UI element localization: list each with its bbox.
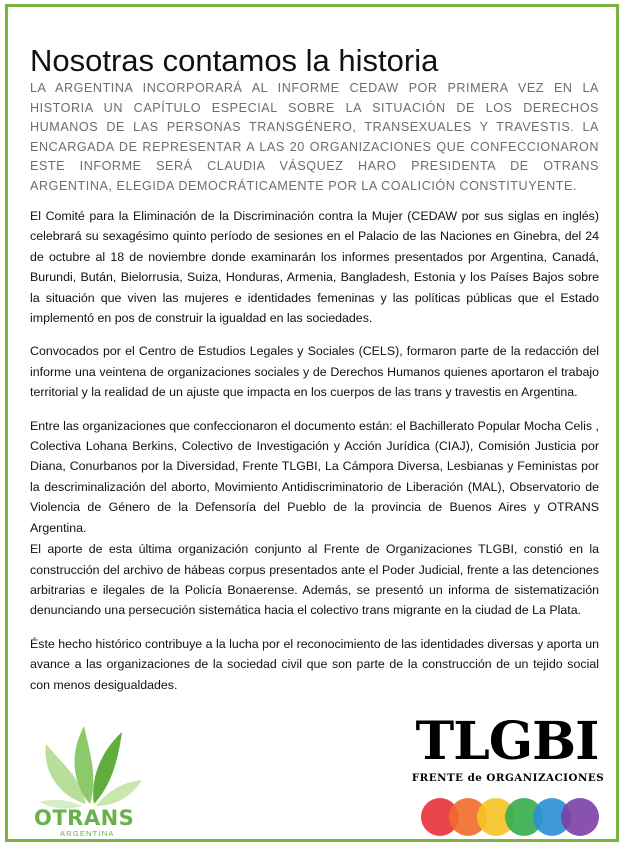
otrans-logo-subtitle: ARGENTINA [60, 829, 115, 838]
tlgbi-logo-name: TLGBI [415, 711, 599, 772]
body-paragraph-4: El aporte de esta última organización conjunto al Frente de Organizaciones TLGBI, constió en la construcción del archivo de hábeas corpus presentados ante el Poder Judicial, frente a las detenciones arbitrarias e ilegales de la Policía Bonaerense. Además, se presentó un informa de sistematización denunciando una persecución sistemática hacia el colectivo trans migrante en la ciudad de La Plata. [30, 542, 599, 618]
otrans-logo-name: OTRANS [34, 806, 135, 830]
article-body [30, 206, 599, 708]
lead-paragraph: LA ARGENTINA INCORPORARÁ AL INFORME CEDAW POR PRIMERA VEZ EN LA HISTORIA UN CAPÍTULO ESPECIAL SOBRE LA SITUACIÓN DE LOS DERECHOS HUMANOS DE LAS PERSONAS TRANSGÉNERO, TRANSEXUALES Y TRAVESTIS. LA ENCARGADA DE REPRESENTAR A LAS 20 ORGANIZACIONES QUE CONFECCIONARON ESTE INFORME SERÁ CLAUDIA VÁSQUEZ HARO PRESIDENTA DE OTRANS ARGENTINA, ELEGIDA DEMOCRÁTICAMENTE POR LA COALICIÓN CONSTITUYENTE. [30, 81, 599, 193]
body-paragraph-3: Entre las organizaciones que confeccionaron el documento están: el Bachillerato Popular Mocha Celis , Colectiva Lohana Berkins, Colectivo de Investigación y Acción Jurídica (CIAJ), Comisión Justicia por Diana, Conurbanos por la Diversidad, Frente TLGBI, La Cámpora Diversa, Lesbianas y Feministas por la descriminalización del aborto, Movimiento Antidiscriminatorio de Liberación (MAL), Observatorio de Violencia de Género de la Defensoría del Pueblo de la provincia de Buenos Aires y OTRANS Argentina. [30, 418, 599, 535]
tlgbi-rainbow-circles [420, 796, 600, 838]
body-paragraph-5: Éste hecho histórico contribuye a la lucha por el reconocimiento de las identidades diversas y aporta un avance a las organizaciones de la sociedad civil que son parte de la construcción de un tejido social con menos desigualdades. [30, 636, 599, 692]
tlgbi-circle-6 [561, 798, 599, 836]
tlgbi-logo-subtitle: FRENTE de ORGANIZACIONES [411, 772, 605, 784]
page-title: Nosotras contamos la historia [30, 42, 439, 78]
body-paragraph-1: El Comité para la Eliminación de la Discriminación contra la Mujer (CEDAW por sus siglas en inglés) celebrará su sexagésimo quinto período de sesiones en el Palacio de las Naciones en Ginebra, del 24 de octubre al 18 de noviembre donde examinarán los informes presentados por Argentina, Canadá, Burundi, Bután, Bielorrusia, Suiza, Honduras, Armenia, Bangladesh, Estonia y los Países Bajos sobre la situación que viven las mujeres e identidades femeninas y las políticas públicas que el Estado implementó en pos de construir la igualdad en las sociedades. [30, 209, 599, 326]
body-paragraph-2: Convocados por el Centro de Estudios Legales y Sociales (CELS), formaron parte de la redacción del informe una veintena de organizaciones sociales y de Derechos Humanos quienes aportaron el trabajo territorial y la realidad de un ajuste que impacta en los cuerpos de las trans y travestis en Argentina. [30, 344, 599, 400]
